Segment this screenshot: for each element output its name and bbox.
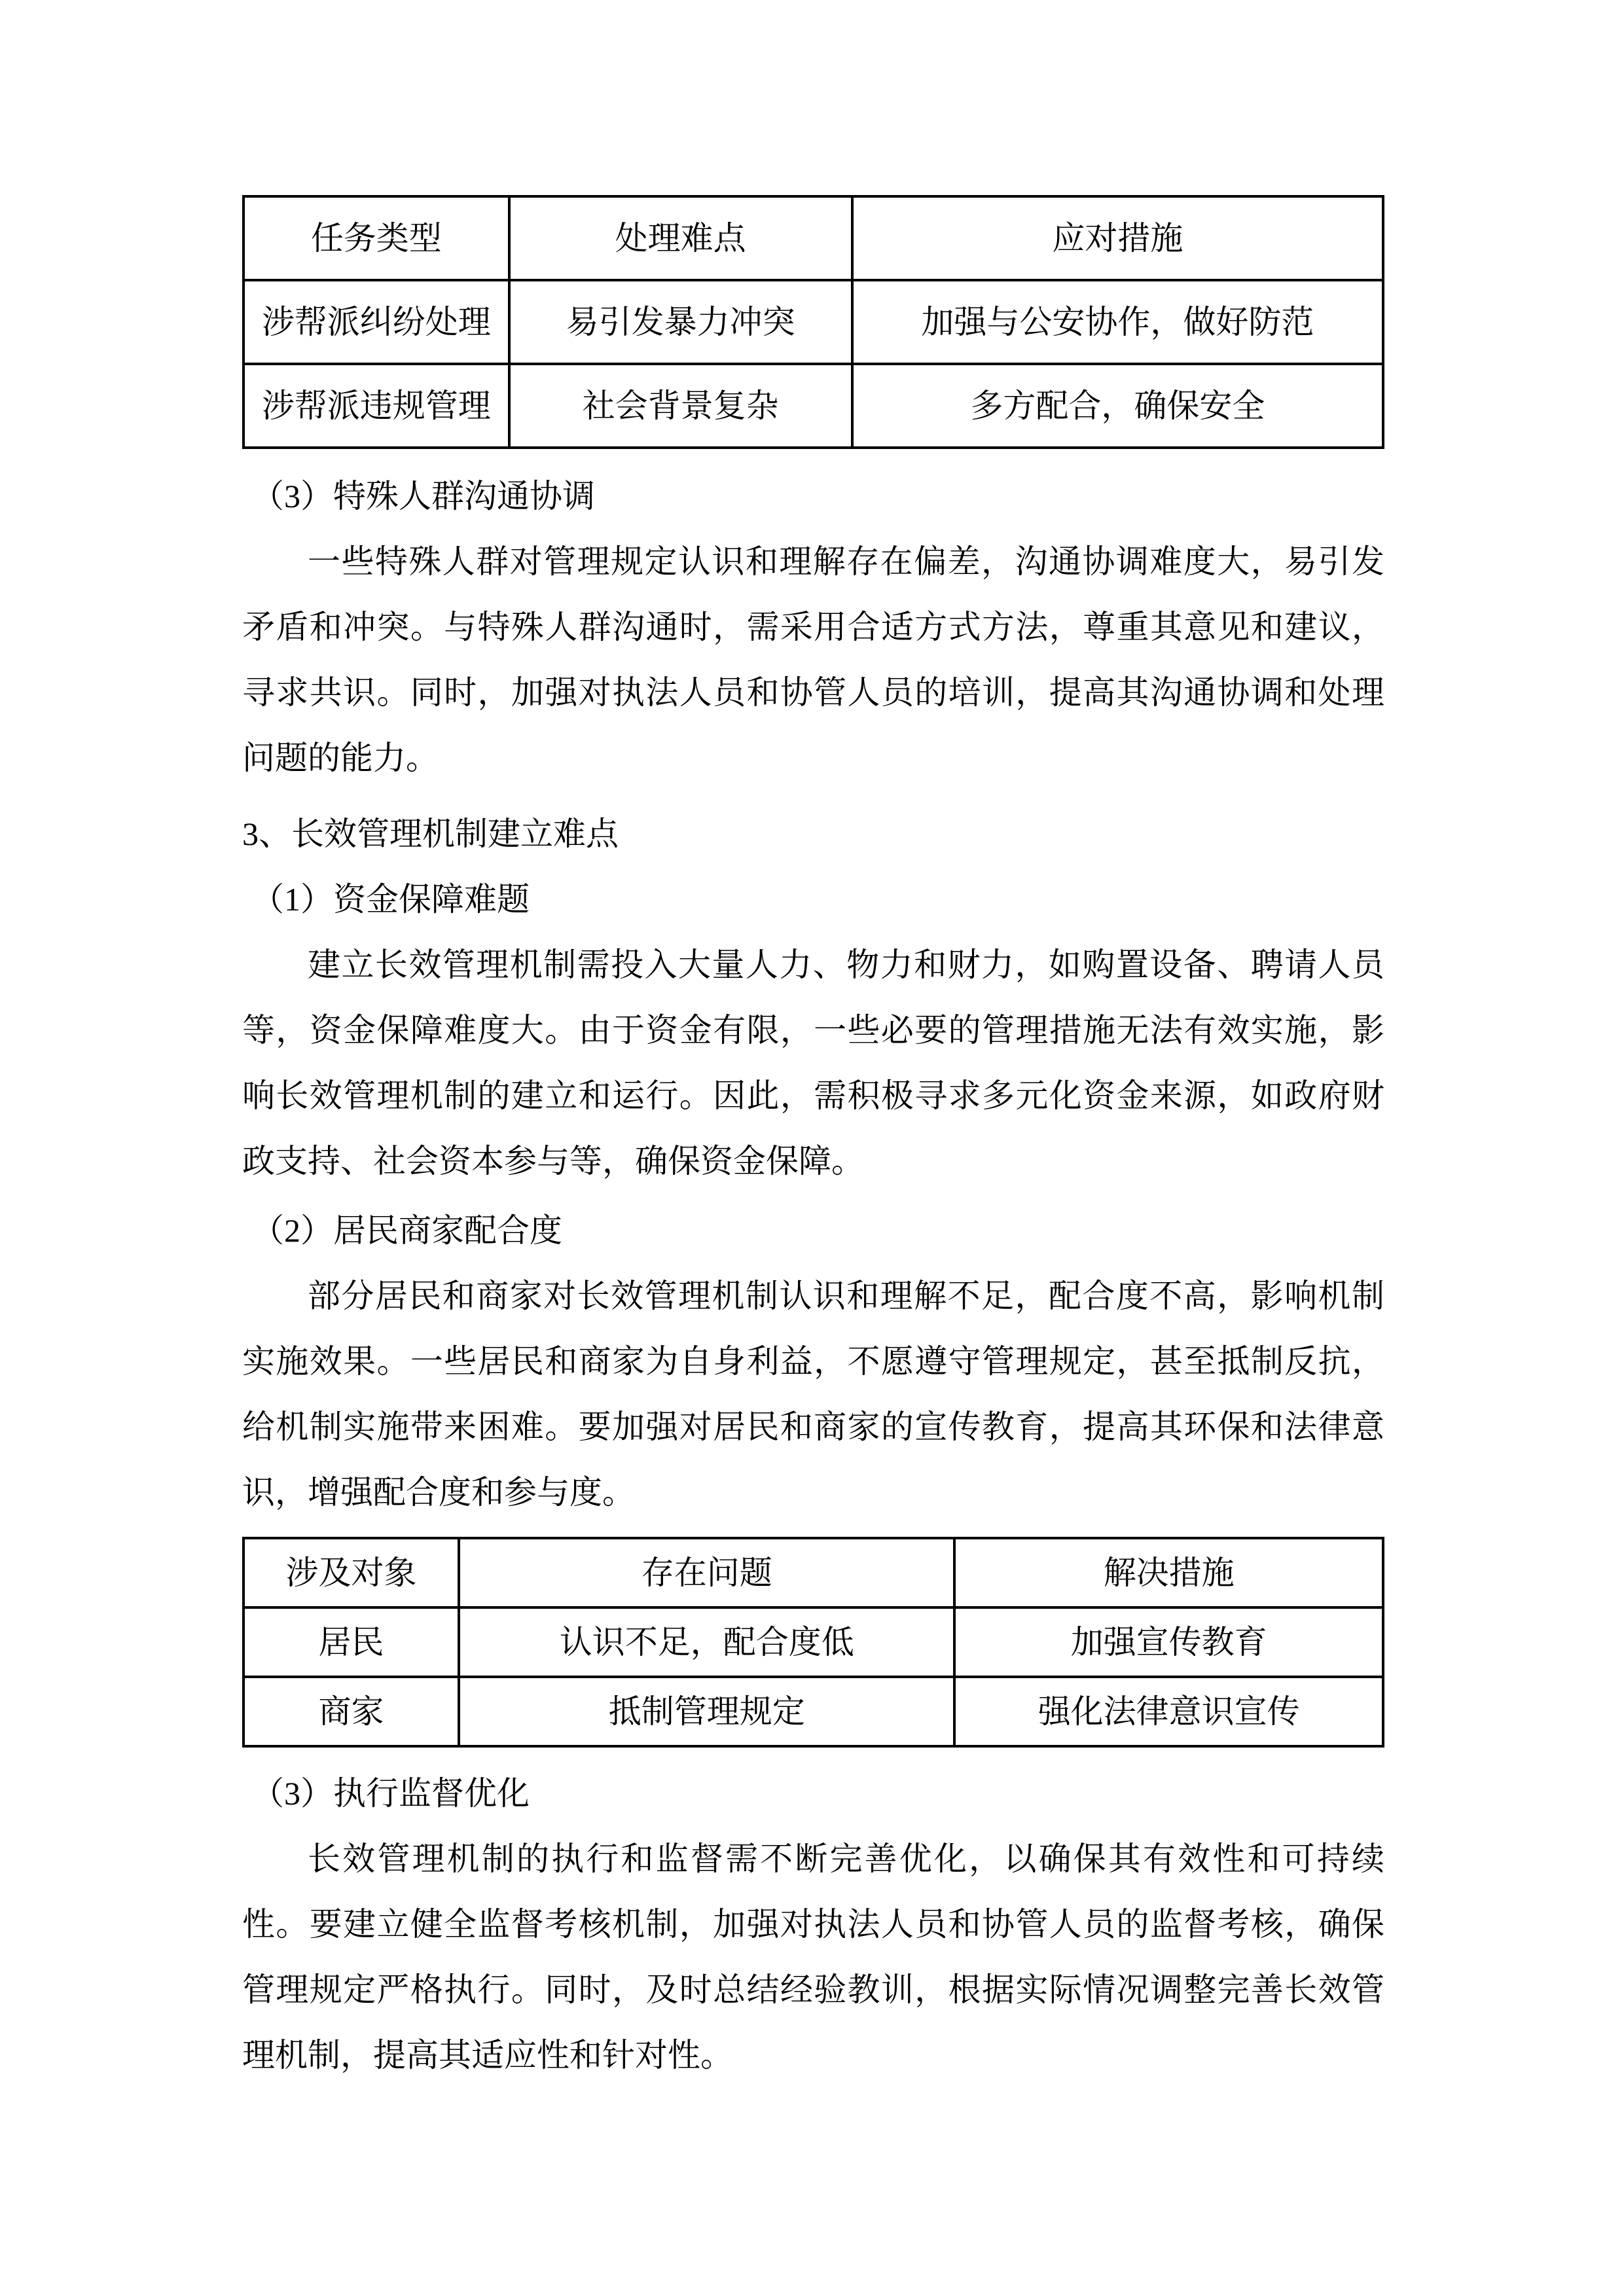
paragraph-line: 政支持、社会资本参与等，确保资金保障。 [242, 1143, 864, 1179]
table-cell: 商家 [244, 1677, 459, 1746]
table-header-cell: 处理难点 [509, 196, 852, 280]
table-cell: 强化法律意识宣传 [954, 1677, 1383, 1746]
section-heading: （3）特殊人群沟通协调 [251, 478, 595, 514]
section-heading: （3）执行监督优化 [251, 1775, 530, 1812]
table-header-cell: 解决措施 [954, 1538, 1383, 1607]
table-header-row [244, 1538, 1383, 1607]
task-table [242, 195, 1384, 449]
section-heading: （1）资金保障难题 [251, 881, 530, 918]
paragraph-line: 问题的能力。 [242, 740, 439, 776]
paragraph-line: 识，增强配合度和参与度。 [242, 1474, 635, 1511]
table-cell: 认识不足，配合度低 [459, 1607, 954, 1677]
section-heading: （2）居民商家配合度 [251, 1212, 562, 1249]
table-cell: 涉帮派纠纷处理 [244, 280, 509, 364]
paragraph-line: 矛盾和冲突。与特殊人群沟通时，需采用合适方式方法，尊重其意见和建议， [242, 609, 1384, 645]
paragraph-line: 管理规定严格执行。同时，及时总结经验教训，根据实际情况调整完善长效管 [242, 1971, 1384, 2008]
table-cell: 易引发暴力冲突 [509, 280, 852, 364]
paragraph-line: 给机制实施带来困难。要加强对居民和商家的宣传教育，提高其环保和法律意 [242, 1408, 1384, 1445]
table-header-cell: 任务类型 [244, 196, 509, 280]
table-row [244, 1677, 1383, 1746]
paragraph-line: 响长效管理机制的建立和运行。因此，需积极寻求多元化资金来源，如政府财 [242, 1077, 1384, 1114]
table-cell: 涉帮派违规管理 [244, 364, 509, 448]
paragraph-line: 部分居民和商家对长效管理机制认识和理解不足，配合度不高，影响机制 [308, 1278, 1384, 1314]
paragraph-line: 一些特殊人群对管理规定认识和理解存在偏差，沟通协调难度大，易引发 [308, 543, 1384, 580]
table-cell: 加强与公安协作，做好防范 [852, 280, 1383, 364]
section-heading: 3、长效管理机制建立难点 [242, 816, 619, 852]
table-row [244, 280, 1383, 364]
table-header-cell: 应对措施 [852, 196, 1383, 280]
table-row [244, 1607, 1383, 1677]
table-cell: 抵制管理规定 [459, 1677, 954, 1746]
paragraph-line: 实施效果。一些居民和商家为自身利益，不愿遵守管理规定，甚至抵制反抗， [242, 1343, 1384, 1380]
table-cell: 居民 [244, 1607, 459, 1677]
table-cell: 多方配合，确保安全 [852, 364, 1383, 448]
table-header-cell: 存在问题 [459, 1538, 954, 1607]
object-table [242, 1537, 1384, 1748]
document-content [242, 195, 1384, 2088]
table-header-cell: 涉及对象 [244, 1538, 459, 1607]
paragraph-line: 建立长效管理机制需投入大量人力、物力和财力，如购置设备、聘请人员 [308, 946, 1384, 983]
table-row [244, 364, 1383, 448]
paragraph-line: 性。要建立健全监督考核机制，加强对执法人员和协管人员的监督考核，确保 [242, 1906, 1384, 1943]
table-header-row [244, 196, 1383, 280]
paragraph-line: 寻求共识。同时，加强对执法人员和协管人员的培训，提高其沟通协调和处理 [242, 674, 1384, 711]
table-cell: 加强宣传教育 [954, 1607, 1383, 1677]
paragraph-line: 理机制，提高其适应性和针对性。 [242, 2037, 733, 2073]
paragraph-line: 长效管理机制的执行和监督需不断完善优化，以确保其有效性和可持续 [308, 1840, 1384, 1877]
table-cell: 社会背景复杂 [509, 364, 852, 448]
paragraph-line: 等，资金保障难度大。由于资金有限，一些必要的管理措施无法有效实施，影 [242, 1012, 1384, 1049]
